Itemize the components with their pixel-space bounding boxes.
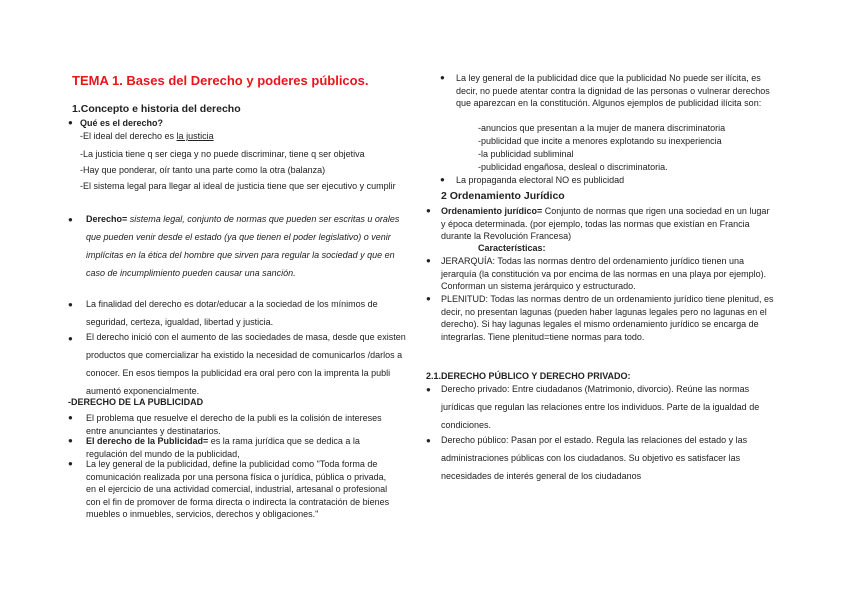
derecho-definition [86, 210, 411, 282]
ideal-line [80, 130, 214, 143]
privado-paragraph: Derecho privado: Entre ciudadanos (Matrimonio, divorcio). Reúne las normas jurídicas que regulan las relaciones entre los individuos. Parte de la igualdad de condiciones. [441, 384, 760, 430]
bullet-icon: ● [426, 256, 431, 265]
bullet-icon: ● [426, 436, 431, 445]
section-heading-ordenamiento: 2 Ordenamiento Jurídico [441, 190, 565, 202]
ordenamiento-label: Ordenamiento jurídico= [441, 206, 543, 216]
bullet-icon: ● [68, 459, 73, 468]
ejemplo-item: -la publicidad subliminal [478, 149, 574, 159]
derecho-publicidad-text: es la rama jurídica que se dedica a la regulación del mundo de la publicidad, [86, 436, 360, 459]
section-heading-publico-privado: 2.1.DERECHO PÚBLICO Y DERECHO PRIVADO: [426, 371, 631, 381]
bullet-icon: ● [68, 436, 73, 445]
inicio-paragraph: El derecho inició con el aumento de las sociedades de masa, desde que existen productos que comercializar ha existido la necesidad de comunicarlos /darlos a conocer. En esos tiempos la publicidad era oral pero con la imprenta la publi aumentó exponencialmente. [86, 332, 406, 396]
bullet-icon: ● [440, 73, 445, 82]
bullet-icon: ● [440, 175, 445, 184]
plenitud-paragraph: PLENITUD: Todas las normas dentro de un ordenamiento jurídico tiene plenitud, es decir, no presentan lagunas (pueden haber lagunas legales pero no lagunas en el derecho). Si hay lagunas legales el mismo ordenamiento jurídico se encarga de integrarlas. Tiene plenitud=tiene normas para todo. [441, 294, 774, 342]
ordenamiento-text: Conjunto de normas que rigen una sociedad en un lugar y época determinada. (por ejemplo, todas las normas que existían en Francia durante la Revolución Francesa) [441, 206, 770, 241]
caracteristicas-heading: Características: [478, 243, 546, 253]
bullet-icon: ● [68, 215, 73, 224]
finalidad-paragraph: La finalidad del derecho es dotar/educar a la sociedad de los mínimos de seguridad, certeza, igualdad, libertad y justicia. [86, 299, 378, 327]
ley-general-paragraph: La ley general de la publicidad, define la publicidad como "Toda forma de comunicación realizada por una persona física o jurídica, pública o privada, en el ejercicio de una actividad comercial, industrial, artesanal o profesional con el fin de promover de forma directa o indirecta la contratación de bienes muebles o inmuebles, servicios, derechos y obligaciones." [86, 459, 390, 519]
bullet-icon: ● [68, 413, 73, 422]
publico-paragraph: Derecho público: Pasan por el estado. Regula las relaciones del estado y las administraciones públicas con los ciudadanos. Su objetivo es satisfacer las necesidades de interés general de los ciudadanos [441, 435, 748, 481]
publicidad-heading: -DERECHO DE LA PUBLICIDAD [68, 397, 204, 407]
bullet-icon: ● [426, 385, 431, 394]
page-title: TEMA 1. Bases del Derecho y poderes públicos. [72, 73, 369, 88]
ley-ilicita-paragraph: La ley general de la publicidad dice que la publicidad No puede ser ilícita, es decir, no puede atentar contra la dignidad de las personas o vulnerar derechos que aparezcan en la constitución. Algunos ejemplos de publicidad ilícita son: [456, 73, 770, 108]
problema-paragraph: El problema que resuelve el derecho de la publi es la colisión de intereses entre anunciantes y destinatarios. [86, 413, 382, 436]
bullet-icon: ● [426, 294, 431, 303]
ponderar-line: -Hay que ponderar, oír tanto una parte como la otra (balanza) [80, 165, 326, 175]
derecho-publicidad-label: El derecho de la Publicidad= [86, 436, 209, 446]
bullet-icon: ● [68, 118, 73, 127]
bullet-icon: ● [68, 300, 73, 309]
ejemplo-item: -publicidad que incite a menores explotando su inexperiencia [478, 136, 722, 146]
section-heading-concepto: 1.Concepto e historia del derecho [72, 103, 241, 115]
ordenamiento-paragraph [441, 205, 776, 243]
ideal-prefix: -El ideal del derecho es [80, 131, 177, 141]
derecho-def-text: sistema legal, conjunto de normas que pueden ser escritas u orales que pueden venir desde el estado (ya que tienen el poder legislativo) o venir implícitas en la ética del hombre que sirven para regular la sociedad y que en caso de incumplimiento pueden causar una sanción. [86, 214, 400, 278]
ejemplo-item: -anuncios que presentan a la mujer de manera discriminatoria [478, 123, 726, 133]
bullet-icon: ● [426, 206, 431, 215]
derecho-publicidad-paragraph [86, 435, 391, 460]
electoral-line: La propaganda electoral NO es publicidad [456, 175, 625, 185]
derecho-label: Derecho= [86, 214, 128, 224]
question-label: Qué es el derecho? [80, 118, 164, 128]
justicia-line: -La justicia tiene q ser ciega y no puede discriminar, tiene q ser objetiva [80, 149, 365, 159]
justicia-link: la justicia [176, 131, 214, 141]
ejemplo-item: -publicidad engañosa, desleal o discriminatoria. [478, 162, 668, 172]
jerarquia-paragraph: JERARQUÍA: Todas las normas dentro del ordenamiento jurídico tienen una jerarquía (la constitución va por encima de las normas en una playa por ejemplo). Conforman un sistema jerárquico y estructurado. [441, 256, 767, 291]
sistema-line: -El sistema legal para llegar al ideal de justicia tiene que ser ejecutivo y cumplir [80, 181, 396, 191]
bullet-icon: ● [68, 334, 73, 343]
